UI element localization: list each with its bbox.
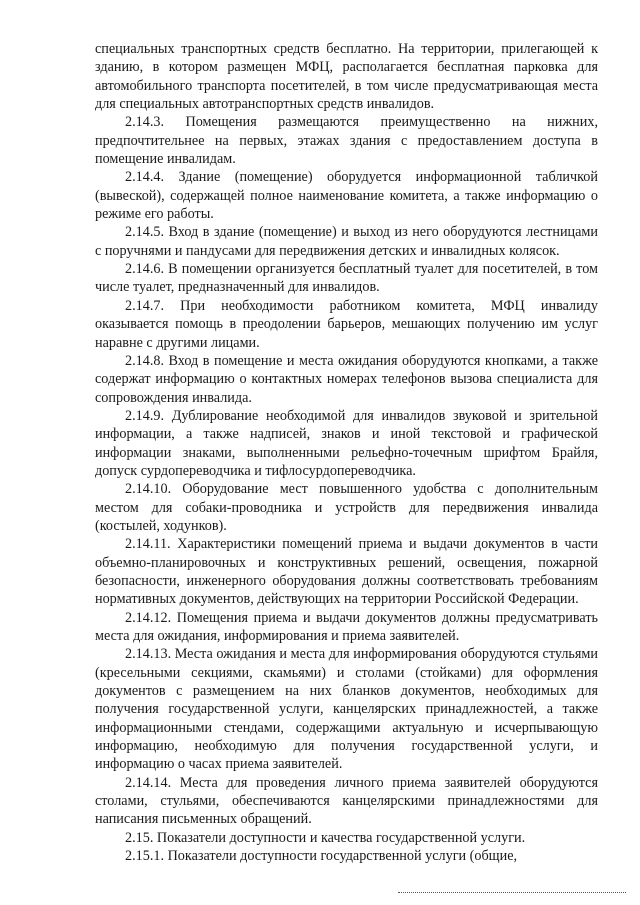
paragraph-2-14-14: 2.14.14. Места для проведения личного приема заявителей оборудуются столами, стульями, обеспечиваются канцелярскими принадлежностями для написания письменных обращений. [95, 774, 598, 828]
paragraph-2-14-13: 2.14.13. Места ожидания и места для информирования оборудуются стульями (кресельными секциями, скамьями) и столами (стойками) для оформления документов с размещением на них бланков документов, необходимых для получения государственной услуги, канцелярских принадлежностей, а также информационными стендами, содержащими актуальную и исчерпывающую информацию, необходимую для получения государственной услуги, и информацию о часах приема заявителей. [95, 646, 598, 773]
document-body [95, 40, 598, 865]
paragraph-2-14-7: 2.14.7. При необходимости работником комитета, МФЦ инвалиду оказывается помощь в преодолении барьеров, мешающих получению им услуг наравне с другими лицами. [95, 297, 598, 351]
footer-dotted-rule [398, 892, 626, 893]
paragraph-2-15: 2.15. Показатели доступности и качества государственной услуги. [125, 829, 526, 846]
paragraph-2-14-8: 2.14.8. Вход в помещение и места ожидания оборудуются кнопками, а также содержат информацию о контактных номерах телефонов вызова специалиста для сопровождения инвалида. [95, 352, 598, 406]
paragraph-2-14-4: 2.14.4. Здание (помещение) оборудуется информационной табличкой (вывеской), содержащей полное наименование комитета, а также информацию о режиме его работы. [95, 169, 598, 223]
paragraph-2-14-9: 2.14.9. Дублирование необходимой для инвалидов звуковой и зрительной информации, а также надписей, знаков и иной текстовой и графической информации знаками, выполненными рельефно-точечным шрифтом Брайля, допуск сурдопереводчика и тифлосурдопереводчика. [95, 407, 598, 479]
paragraph-continuation: специальных транспортных средств бесплатно. На территории, прилегающей к зданию, в котором размещен МФЦ, располагается бесплатная парковка для автомобильного транспорта посетителей, в том числе предусматривающая места для специальных автотранспортных средств инвалидов. [95, 41, 598, 113]
paragraph-2-14-11: 2.14.11. Характеристики помещений приема и выдачи документов в части объемно-планировочных и конструктивных решений, освещения, пожарной безопасности, инженерного оборудования должны соответствовать требованиям нормативных документов, действующих на территории Российской Федерации. [95, 536, 598, 608]
paragraph-2-14-10: 2.14.10. Оборудование мест повышенного удобства с дополнительным местом для собаки-проводника и устройств для передвижения инвалида (костылей, ходунков). [95, 481, 598, 534]
paragraph-2-14-12: 2.14.12. Помещения приема и выдачи документов должны предусматривать места для ожидания, информирования и приема заявителей. [95, 609, 598, 644]
paragraph-2-14-6: 2.14.6. В помещении организуется бесплатный туалет для посетителей, в том числе туалет, предназначенный для инвалидов. [95, 261, 598, 296]
paragraph-2-14-3: 2.14.3. Помещения размещаются преимущественно на нижних, предпочтительнее на первых, этажах здания с предоставлением доступа в помещение инвалидам. [95, 114, 598, 168]
paragraph-2-14-5: 2.14.5. Вход в здание (помещение) и выход из него оборудуются лестницами с поручнями и пандусами для передвижения детских и инвалидных колясок. [95, 224, 598, 259]
paragraph-2-15-1: 2.15.1. Показатели доступности государственной услуги (общие, [125, 848, 518, 865]
